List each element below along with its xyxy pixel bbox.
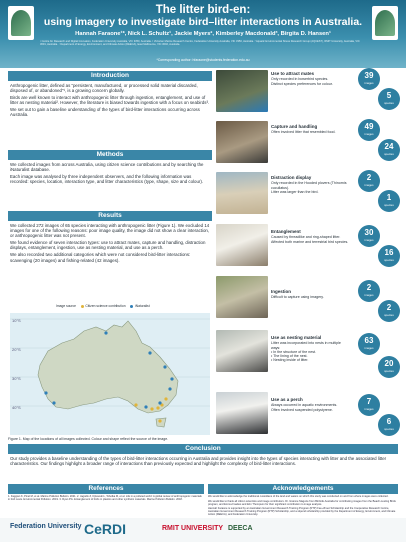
figure-caption: Figure 1. Map of the locations of all images collected. Colour and shape reflect the source of the image. [8, 437, 169, 441]
map-point-inaturalist [170, 377, 173, 380]
interaction-desc: Only recorded in bowerbird species. Distinct species preferences for colour. [271, 77, 333, 86]
lat-label: 20°S [12, 347, 21, 352]
photo-magpie-lark [216, 330, 268, 372]
legend-item: iNaturalist [134, 304, 150, 308]
interaction-desc: Often involved litter that resembled food. [271, 130, 336, 135]
sponsor-logos [0, 518, 406, 542]
legend-item: Citizen science contribution [85, 304, 126, 308]
lat-label: 10°S [12, 318, 21, 323]
references-text: 1. Faggian K, Pinel M, et al. Marine Pollution Bulletin. 2021. 2. Jagiello Z, Dylewski Ł, Tobolka M, et al. Life in a polluted world: A global review of anthropogenic materials in bird nests. Environmental Pollution. 2019. 3. Ryan PG. Entanglement of birds in plastics and other synthetic materials. Marine Pollution Bulletin. 2018. [8, 495, 202, 502]
methods-paragraph: Each image was analysed by three independent observers, and the following information was recorded: species, location, interaction type, and litter characteristics (type, shape, size and colour). [10, 174, 204, 185]
interaction-desc: Only recorded in the Hooded plovers (Thinornis cucullatus). Litter was larger than the bird. [271, 181, 347, 194]
map-point-citizen [158, 419, 161, 422]
intro-paragraph: We set out to gain a baseline understanding of the types of bird-litter interactions occurring across Australia. [10, 107, 200, 118]
interaction-title: Ingestion [271, 289, 291, 294]
logo-federation-university: Federation University [10, 523, 82, 530]
interaction-title: Use as a perch [271, 397, 303, 402]
species-count-badge: 1 species [378, 190, 400, 212]
lat-label: 40°S [12, 405, 21, 410]
results-text [10, 223, 210, 265]
corresponding-author: *Corresponding author: hfaraone@students.federation.edu.au [156, 58, 250, 62]
methods-paragraph: We collected images from across Australia, using citizen science contributions and by searching the iNaturalist database. [10, 162, 204, 173]
logo-rmit: RMIT UNIVERSITY [162, 525, 224, 532]
photo-australian-magpie [216, 121, 268, 163]
map-point-inaturalist [104, 331, 107, 334]
legend-swatch-inaturalist [130, 305, 133, 308]
images-count-badge: 63 images [358, 333, 380, 355]
ack-paragraph: Hannah Faraone is supported by an Australian Government Research Training Program (RTP) Fee-off-set Scholarship and the Cooperative Research Centre, Australian Government Research Training Program (RTP) Scholarship, and a stipend scholarship provided by the Department of Energy, Environment, and Climate Action (DEECA), and Federation University. [208, 507, 396, 517]
intro-paragraph: Birds are well known to interact with anthropogenic litter through ingestion, entanglement, and use of litter as nesting material². However, the literature is biased towards ingestion with a focus on seabirds³. [10, 95, 210, 106]
species-count-badge: 20 species [378, 356, 400, 378]
images-count-badge: 2 images [358, 280, 380, 302]
intro-paragraph: Anthropogenic litter, defined as “persistent, manufactured, or processed solid material discarded, disposed of, or abandoned”¹, is a growing concern globally. [10, 83, 198, 94]
map-point-citizen [156, 406, 159, 409]
images-count-badge: 7 images [358, 394, 380, 416]
interaction-distraction-display [271, 176, 351, 194]
species-count-badge: 2 species [378, 300, 400, 322]
interaction-desc: Litter was incorporated into nests in multiple ways: • In the structure of the nest. • The lining of the nest. • Nesting inside of litter. [271, 341, 341, 363]
lat-label: 30°S [12, 376, 21, 381]
map-point-citizen [134, 403, 137, 406]
images-count-badge: 39 images [358, 68, 380, 90]
images-count-badge: 49 images [358, 119, 380, 141]
section-heading-results: Results [8, 211, 212, 221]
map-point-inaturalist [158, 401, 161, 404]
map-point-inaturalist [44, 391, 47, 394]
map-point-citizen [164, 397, 167, 400]
section-heading-introduction: Introduction [8, 71, 212, 81]
interaction-use-to-attract-mates [271, 72, 351, 86]
species-count-badge: 16 species [378, 245, 400, 267]
poster-title: The litter bird-en: [155, 4, 251, 16]
acknowledgements-text [208, 495, 398, 518]
australia-map [10, 313, 210, 435]
section-heading-acknowledgements: Acknowledgements [208, 484, 398, 494]
interaction-title: Use as nesting material [271, 335, 322, 340]
species-count-badge: 6 species [378, 414, 400, 436]
author-list: Hannah Faraone¹*, Nick L. Schultz¹, Jackie Myers², Kimberley Macdonald³, Birgita D. Hansen¹ [75, 31, 331, 37]
photo-silver-gull [216, 224, 268, 266]
methods-text [10, 162, 210, 186]
interaction-title: Use to attract mates [271, 71, 315, 76]
interaction-use-as-nesting-material [271, 336, 351, 363]
tasmania-landmass [156, 418, 166, 427]
interaction-title: Distraction display [271, 175, 312, 180]
section-heading-methods: Methods [8, 150, 212, 160]
images-count-badge: 2 images [358, 170, 380, 192]
interaction-entanglement [271, 230, 351, 244]
results-paragraph: We collected 272 images of 65 species interacting with anthropogenic litter (Figure 1). We excluded 14 images for one of the following reasons: poor image quality, the image did not show a clear interaction, or anthropogenic litter was not present. [10, 223, 210, 239]
interaction-desc: Difficult to capture using imagery. [271, 295, 324, 300]
poster-header [0, 0, 406, 68]
results-paragraph: We found evidence of seven interaction types: use to attract mates, capture and handling, distraction displays, entanglement, ingestion, use as nesting material, and use as a perch. [10, 240, 206, 251]
introduction-text [10, 83, 210, 120]
section-heading-references: References [8, 484, 204, 494]
legend-swatch-citizen [81, 305, 84, 308]
images-count-badge: 30 images [358, 225, 380, 247]
interaction-desc: Caused by threadlike and ring-shaped litter. Affected both marine and terrestrial bird species. [271, 235, 349, 244]
photo-little-pied-cormorant [216, 392, 268, 434]
conclusion-text: Our study provides a baseline understanding of the types of bird-litter interactions occurring in Australia and provides insight into the types of species interacting with litter and the associated litter characteristics. Our findings highlight a broader range of interactions than previously expected and highlight the complexity of bird-litter interactions. [10, 456, 387, 467]
map-point-inaturalist [148, 351, 151, 354]
interaction-use-as-a-perch [271, 398, 351, 412]
map-point-inaturalist [163, 365, 166, 368]
results-paragraph: We also recorded two additional categories which were not considered bird-litter interactions: scavenging (20 images) and fishing-related (42 images). [10, 252, 191, 263]
interaction-title: Capture and handling [271, 124, 318, 129]
interaction-title: Entanglement [271, 229, 301, 234]
logo-deeca: DEECA [228, 525, 253, 532]
legend-title: Image source [56, 304, 76, 308]
photo-hooded-plover [216, 172, 268, 214]
photo-satin-bowerbird [216, 70, 268, 112]
interaction-desc: Always occurred in aquatic environments. Often involved suspended polystyrene. [271, 403, 338, 412]
poster-subtitle: using imagery to investigate bird–litter interactions in Australia. [43, 16, 363, 28]
map-legend [56, 304, 150, 308]
ack-paragraph: We would like to thank all citizen scientists and image contributors. Dr. Grainne Maguire from BirdLife Australia for contributing images from the Beach-nesting Birds program, and Emma Fowkes and Erin Thompson for their significant contribution to image analysis. [208, 499, 396, 506]
map-point-inaturalist [52, 401, 55, 404]
logo-cerdi: CeRDI [84, 521, 127, 537]
species-count-badge: 24 species [378, 139, 400, 161]
map-point-inaturalist [144, 405, 147, 408]
map-point-citizen [150, 407, 153, 410]
photo-masked-lapwing [216, 276, 268, 318]
species-count-badge: 5 species [378, 88, 400, 110]
interaction-ingestion [271, 290, 351, 300]
interaction-capture-and-handling [271, 125, 351, 135]
map-point-inaturalist [168, 387, 171, 390]
section-heading-conclusion: Conclusion [8, 444, 398, 454]
ack-paragraph: We would like to acknowledge the traditional custodians of the land and waters on which this study was conducted on and from where images were collected. [208, 495, 389, 498]
affiliations: ¹ Centre for Research and Digital Innovation, Federation University Australia, VIC 3350, Australia. ² Victorian Marine Research Centre, Federation University Australia, VIC 3350, Australia. ³ Aquatic Environmental Stress Research Group (AQUEST), RMIT University, Australia, VIC 3001, Australia. ⁴ Department of Energy, Environment, and Climate Action (DEECA), East Melbourne, VIC 3002, Australia. [40, 40, 360, 47]
